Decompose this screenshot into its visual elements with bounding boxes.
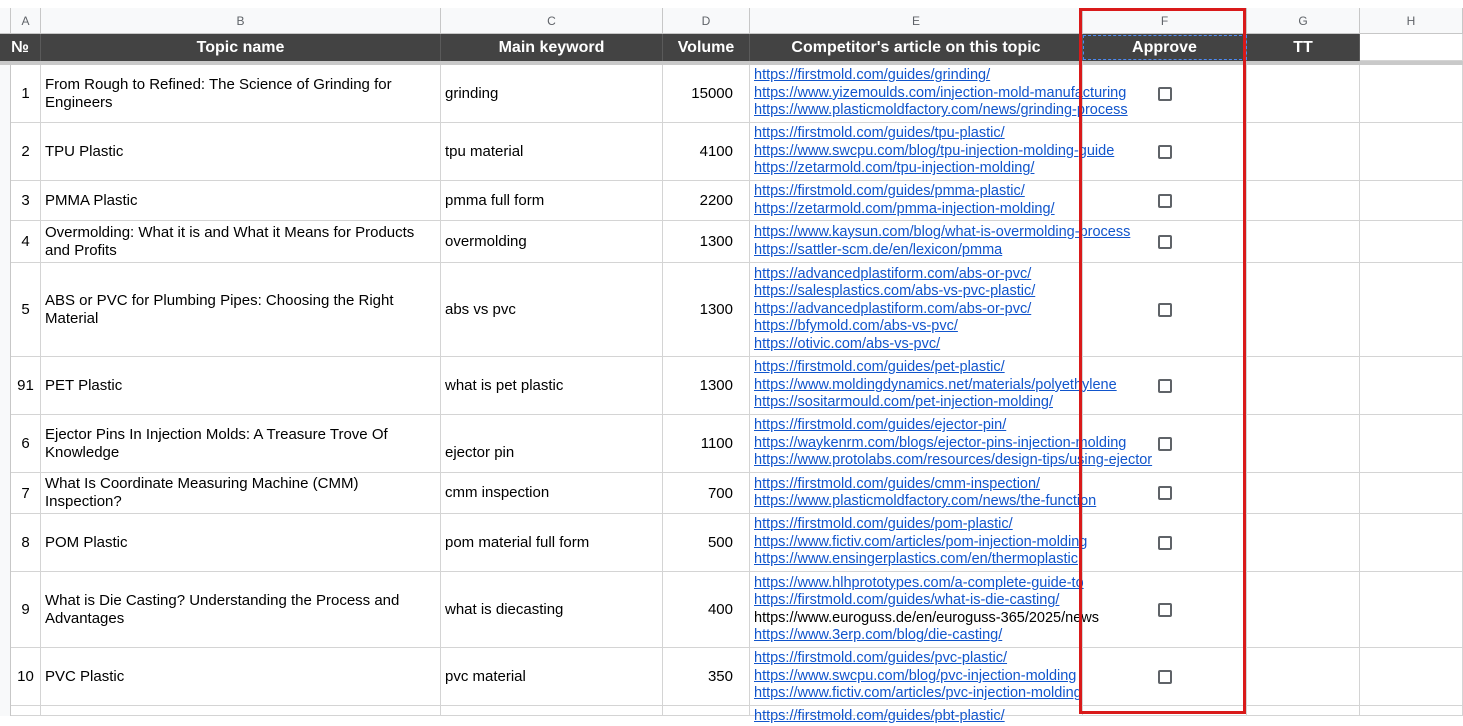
cell-tt[interactable] [1247, 221, 1360, 263]
competitor-link[interactable]: https://www.3erp.com/blog/die-casting/ [754, 627, 1003, 643]
competitor-link[interactable]: https://www.fictiv.com/articles/pvc-injection-molding [754, 685, 1082, 702]
cell-number[interactable]: 9 [11, 572, 41, 648]
cell-competitor-links[interactable] [750, 123, 1115, 181]
competitor-link[interactable]: https://www.yizemoulds.com/injection-mold-manufacturing [754, 84, 1127, 101]
cell-h[interactable] [1360, 706, 1463, 716]
cell-tt[interactable] [1247, 415, 1360, 473]
column-header-c[interactable]: C [441, 8, 663, 34]
cell-number[interactable]: 10 [11, 648, 41, 706]
competitor-link[interactable]: https://firstmold.com/guides/pvc-plastic/ [754, 650, 1008, 667]
cell-topic[interactable]: TPU Plastic [41, 123, 441, 181]
cell-volume[interactable]: 700 [663, 473, 750, 514]
competitor-link[interactable]: https://firstmold.com/guides/pom-plastic/ [754, 516, 1013, 533]
cell-h[interactable] [1360, 473, 1463, 514]
competitor-link[interactable]: https://firstmold.com/guides/ejector-pin/ [754, 417, 1007, 434]
cell-h[interactable] [1360, 65, 1463, 123]
row-header[interactable] [0, 648, 11, 706]
cell-volume[interactable]: 2200 [663, 181, 750, 221]
competitor-link[interactable]: https://www.ensingerplastics.com/en/thermoplastic [754, 551, 1078, 568]
column-header-g[interactable]: G [1247, 8, 1360, 34]
cell-topic[interactable]: Ejector Pins In Injection Molds: A Treasure Trove Of Knowledge [41, 415, 441, 473]
cell-approve[interactable] [1083, 263, 1247, 357]
approve-checkbox[interactable] [1158, 437, 1172, 451]
cell-tt[interactable] [1247, 706, 1360, 716]
cell-keyword[interactable]: what is diecasting [441, 572, 663, 648]
cell-tt[interactable] [1247, 65, 1360, 123]
cell-keyword[interactable]: cmm inspection [441, 473, 663, 514]
competitor-link[interactable]: https://advancedplastiform.com/abs-or-pvc/ [754, 300, 1032, 317]
cell-competitor-links[interactable] [750, 415, 1153, 473]
approve-checkbox[interactable] [1158, 536, 1172, 550]
header-keyword[interactable]: Main keyword [441, 34, 663, 61]
row-header[interactable] [0, 706, 11, 716]
cell-keyword[interactable]: pmma full form [441, 181, 663, 221]
competitor-link[interactable]: https://zetarmold.com/tpu-injection-molding/ [754, 160, 1035, 177]
cell-h[interactable] [1360, 263, 1463, 357]
cell-topic[interactable]: Overmolding: What it is and What it Means for Products and Profits [41, 221, 441, 263]
cell-keyword[interactable]: pvc material [441, 648, 663, 706]
cell-h[interactable] [1360, 648, 1463, 706]
competitor-link[interactable]: https://www.swcpu.com/blog/pvc-injection-molding [754, 667, 1077, 684]
cell-topic[interactable]: PMMA Plastic [41, 181, 441, 221]
cell-volume[interactable]: 1300 [663, 263, 750, 357]
row-header[interactable] [0, 415, 11, 473]
cell-volume[interactable]: 1300 [663, 357, 750, 415]
cell-number[interactable] [11, 706, 41, 716]
competitor-link[interactable]: https://www.moldingdynamics.net/materials/polyethylene [754, 376, 1117, 393]
cell-number[interactable]: 4 [11, 221, 41, 263]
cell-competitor-links[interactable] [750, 514, 1088, 572]
cell-approve[interactable] [1083, 415, 1247, 473]
competitor-link[interactable]: https://advancedplastiform.com/abs-or-pvc/ [754, 265, 1032, 282]
cell-approve[interactable] [1083, 514, 1247, 572]
cell-approve[interactable] [1083, 65, 1247, 123]
cell-volume[interactable]: 350 [663, 648, 750, 706]
approve-checkbox[interactable] [1158, 379, 1172, 393]
cell-competitor-links[interactable] [750, 473, 1097, 514]
cell-number[interactable]: 8 [11, 514, 41, 572]
competitor-link[interactable]: https://www.swcpu.com/blog/tpu-injection-molding-guide [754, 142, 1115, 159]
cell-h[interactable] [1360, 357, 1463, 415]
cell-tt[interactable] [1247, 263, 1360, 357]
row-header[interactable] [0, 514, 11, 572]
cell-tt[interactable] [1247, 572, 1360, 648]
cell-tt[interactable] [1247, 181, 1360, 221]
header-tt[interactable]: TT [1247, 34, 1360, 61]
cell-topic[interactable]: From Rough to Refined: The Science of Grinding for Engineers [41, 65, 441, 123]
cell-keyword[interactable]: grinding [441, 65, 663, 123]
competitor-link[interactable]: https://firstmold.com/guides/pet-plastic/ [754, 359, 1005, 376]
competitor-link[interactable]: https://www.kaysun.com/blog/what-is-overmolding-process [754, 224, 1131, 240]
column-header-e[interactable]: E [750, 8, 1083, 34]
competitor-link[interactable]: https://www.hlhprototypes.com/a-complete-guide-to [754, 574, 1084, 591]
cell-approve[interactable] [1083, 123, 1247, 181]
competitor-link[interactable]: https://firstmold.com/guides/tpu-plastic/ [754, 125, 1005, 142]
cell-number[interactable]: 6 [11, 415, 41, 473]
approve-checkbox[interactable] [1158, 303, 1172, 317]
competitor-link[interactable]: https://waykenrm.com/blogs/ejector-pins-injection-molding [754, 434, 1127, 451]
cell-topic[interactable]: PET Plastic [41, 357, 441, 415]
cell-volume[interactable]: 500 [663, 514, 750, 572]
competitor-link[interactable]: https://firstmold.com/guides/pmma-plastic/ [754, 183, 1025, 199]
header-competitor[interactable]: Competitor's article on this topic [750, 34, 1083, 61]
cell-tt[interactable] [1247, 473, 1360, 514]
competitor-link[interactable]: https://salesplastics.com/abs-vs-pvc-plastic/ [754, 283, 1036, 300]
cell-volume[interactable]: 1100 [663, 415, 750, 473]
cell-approve[interactable] [1083, 572, 1247, 648]
cell-h[interactable] [1360, 572, 1463, 648]
cell-keyword[interactable]: ejector pin [441, 415, 663, 473]
row-header[interactable] [0, 123, 11, 181]
row-header[interactable] [0, 221, 11, 263]
column-header-f[interactable]: F [1083, 8, 1247, 34]
cell-competitor-links[interactable] [750, 648, 1083, 706]
cell-tt[interactable] [1247, 514, 1360, 572]
cell-competitor-links[interactable] [750, 221, 1131, 263]
cell-keyword[interactable]: pom material full form [441, 514, 663, 572]
cell-competitor-links[interactable] [750, 706, 1083, 724]
cell-volume[interactable]: 1300 [663, 221, 750, 263]
column-header-a[interactable]: A [11, 8, 41, 34]
cell-h[interactable] [1360, 514, 1463, 572]
cell-topic[interactable]: What Is Coordinate Measuring Machine (CMM) Inspection? [41, 473, 441, 514]
approve-checkbox[interactable] [1158, 603, 1172, 617]
row-header[interactable] [0, 473, 11, 514]
cell-topic[interactable]: PVC Plastic [41, 648, 441, 706]
cell-volume[interactable]: 15000 [663, 65, 750, 123]
cell-topic[interactable]: POM Plastic [41, 514, 441, 572]
cell-approve[interactable] [1083, 181, 1247, 221]
cell-topic[interactable]: ABS or PVC for Plumbing Pipes: Choosing the Right Material [41, 263, 441, 357]
approve-checkbox[interactable] [1158, 87, 1172, 101]
cell-topic[interactable] [41, 706, 441, 716]
competitor-link[interactable]: https://otivic.com/abs-vs-pvc/ [754, 335, 941, 352]
competitor-link[interactable]: https://firstmold.com/guides/cmm-inspection/ [754, 475, 1041, 492]
competitor-link[interactable]: https://www.fictiv.com/articles/pom-injection-molding [754, 533, 1088, 550]
cell-tt[interactable] [1247, 648, 1360, 706]
cell-h[interactable] [1360, 123, 1463, 181]
cell-competitor-links[interactable] [750, 65, 1128, 123]
cell-competitor-links[interactable] [750, 357, 1117, 415]
top-strip [0, 0, 1463, 8]
cell-tt[interactable] [1247, 357, 1360, 415]
competitor-link[interactable]: https://firstmold.com/guides/pbt-plastic/ [754, 708, 1005, 724]
row-header[interactable] [0, 263, 11, 357]
row-header[interactable] [0, 65, 11, 123]
approve-checkbox[interactable] [1158, 486, 1172, 500]
cell-approve[interactable] [1083, 473, 1247, 514]
competitor-link[interactable]: https://firstmold.com/guides/what-is-die-casting/ [754, 592, 1060, 608]
cell-approve[interactable] [1083, 357, 1247, 415]
row-header[interactable] [0, 181, 11, 221]
cell-competitor-links[interactable] [750, 572, 1099, 648]
competitor-link[interactable]: https://www.euroguss.de/en/euroguss-365/2025/news [754, 609, 1099, 626]
cell-number[interactable]: 7 [11, 473, 41, 514]
cell-competitor-links[interactable] [750, 181, 1083, 221]
cell-tt[interactable] [1247, 123, 1360, 181]
row-header[interactable] [0, 357, 11, 415]
cell-volume[interactable]: 400 [663, 572, 750, 648]
cell-h[interactable] [1360, 415, 1463, 473]
cell-approve[interactable] [1083, 706, 1247, 716]
cell-h[interactable] [1360, 181, 1463, 221]
approve-checkbox[interactable] [1158, 670, 1172, 684]
cell-approve[interactable] [1083, 648, 1247, 706]
cell-number[interactable]: 91 [11, 357, 41, 415]
select-all-corner[interactable] [0, 8, 11, 34]
cell-number[interactable]: 3 [11, 181, 41, 221]
cell-number[interactable]: 2 [11, 123, 41, 181]
cell-competitor-links[interactable] [750, 263, 1083, 357]
cell-volume[interactable] [663, 706, 750, 716]
competitor-link[interactable]: https://zetarmold.com/pmma-injection-molding/ [754, 200, 1055, 217]
cell-keyword[interactable]: tpu material [441, 123, 663, 181]
row-header[interactable] [0, 572, 11, 648]
competitor-link[interactable]: https://firstmold.com/guides/grinding/ [754, 67, 991, 84]
competitor-link[interactable]: https://www.plasticmoldfactory.com/news/grinding-process [754, 102, 1128, 119]
competitor-link[interactable]: https://sositarmould.com/pet-injection-molding/ [754, 394, 1053, 411]
competitor-link[interactable]: https://bfymold.com/abs-vs-pvc/ [754, 318, 958, 335]
competitor-link[interactable]: https://www.protolabs.com/resources/design-tips/using-ejector [754, 452, 1153, 469]
header-h[interactable] [1360, 34, 1463, 61]
cell-number[interactable]: 5 [11, 263, 41, 357]
cell-number[interactable]: 1 [11, 65, 41, 123]
column-header-d[interactable]: D [663, 8, 750, 34]
column-header-b[interactable]: B [41, 8, 441, 34]
cell-volume[interactable]: 4100 [663, 123, 750, 181]
cell-h[interactable] [1360, 221, 1463, 263]
header-topic[interactable]: Topic name [41, 34, 441, 61]
cell-keyword[interactable]: abs vs pvc [441, 263, 663, 357]
approve-checkbox[interactable] [1158, 235, 1172, 249]
approve-checkbox[interactable] [1158, 194, 1172, 208]
header-approve[interactable]: Approve [1083, 34, 1247, 61]
cell-keyword[interactable]: overmolding [441, 221, 663, 263]
header-num[interactable]: № [0, 34, 41, 61]
cell-topic[interactable]: What is Die Casting? Understanding the Process and Advantages [41, 572, 441, 648]
column-header-h[interactable]: H [1360, 8, 1463, 34]
cell-approve[interactable] [1083, 221, 1247, 263]
header-volume[interactable]: Volume [663, 34, 750, 61]
approve-checkbox[interactable] [1158, 145, 1172, 159]
cell-keyword[interactable] [441, 706, 663, 716]
competitor-link[interactable]: https://www.plasticmoldfactory.com/news/the-function [754, 493, 1097, 509]
competitor-link[interactable]: https://sattler-scm.de/en/lexicon/pmma [754, 241, 1003, 258]
cell-keyword[interactable]: what is pet plastic [441, 357, 663, 415]
